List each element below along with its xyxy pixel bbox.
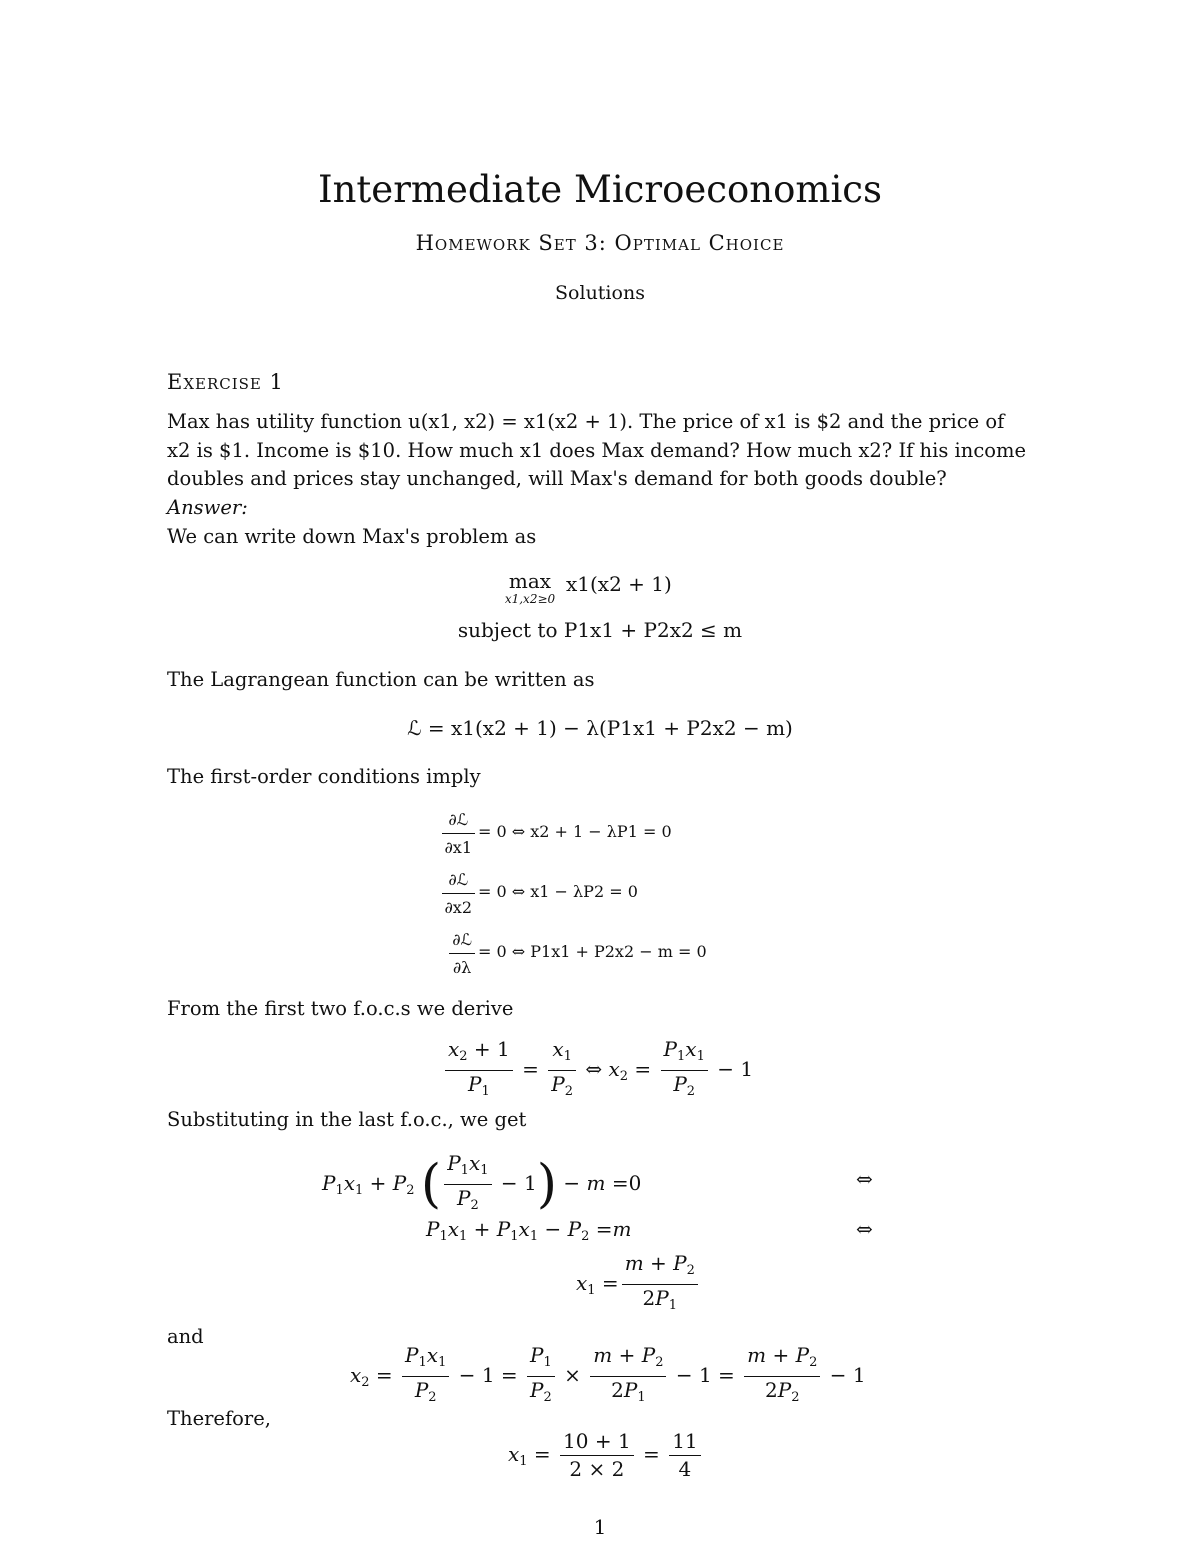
solutions-label: Solutions [555,282,645,304]
prompt-line-1: Max has utility function u(x1, x2) = x1(x2 + 1). The price of x1 is $2 and the price of [167,410,1005,433]
therefore-label: Therefore, [167,1407,271,1430]
foc-fraction: ∂ℒ ∂x2 [442,866,475,921]
foc-row [0,926,1200,986]
prompt-line-3: doubles and prices stay unchanged, will Max's demand for both goods double? [167,467,947,490]
iff-symbol: ⇔ [856,1217,873,1241]
derived-relation: $\frac{x_2 + 1}{P_1}$ = $\frac{x_1}{P_2}$ ⇔ $x_2$ = $\frac{P_1x_1}{P_2}$ − 1 [442,1036,753,1105]
substitution-line-3: $x_1$ = $\frac{m + P_2}{2P_1}$ [576,1250,701,1319]
foc-row [0,806,1200,866]
prompt-line-2: x2 is $1. Income is $10. How much x1 does Max demand? How much x2? If his income [167,438,1027,462]
answer-label: Answer: [167,496,248,519]
substitution-line-1: $P_1x_1 + P_2$ ( $\frac{P_1x_1}{P_2}$ − 1) − m =0 [322,1151,642,1215]
substitute-intro: Substituting in the last f.o.c., we get [167,1108,527,1131]
iff-symbol: ⇔ [856,1167,873,1191]
problem-intro: We can write down Max's problem as [167,525,537,548]
foc-rhs: = 0 ⇔ P1x1 + P2x2 − m = 0 [478,942,707,961]
foc-rhs: = 0 ⇔ x1 − λP2 = 0 [478,882,638,901]
substitution-line-2: $P_1x_1 + P_1x_1 - P_2 =m$ [426,1217,632,1244]
page-subtitle: Homework Set 3: Optimal Choice [415,231,785,255]
exercise-prompt [167,408,1037,494]
objective-function: x1(x2 + 1) [566,572,672,596]
foc-intro: The first-order conditions imply [167,765,481,788]
budget-constraint: subject to P1x1 + P2x2 ≤ m [457,618,743,642]
derive-intro: From the first two f.o.c.s we derive [167,997,514,1020]
page-number: 1 [593,1515,607,1539]
x1-numeric: $x_1$ = $\frac{10 + 1}{2 \times 2}$ = $\frac{11}{4}$ [508,1428,704,1483]
foc-fraction: ∂ℒ ∂λ [449,926,475,981]
foc-rhs: = 0 ⇔ x2 + 1 − λP1 = 0 [478,822,672,841]
lagrangean-equation: ℒ = x1(x2 + 1) − λ(P1x1 + P2x2 − m) [407,716,793,740]
page-title: Intermediate Microeconomics [317,168,882,211]
foc-fraction: ∂ℒ ∂x1 [442,806,475,861]
foc-row [0,866,1200,926]
lagrange-intro: The Lagrangean function can be written as [167,668,595,691]
and-label: and [167,1325,204,1348]
max-operator: max x1,x2≥0 [504,569,556,606]
x2-solution: $x_2$ = $\frac{P_1x_1}{P_2}$ − 1 = $\frac{P_1}{P_2}$ × $\frac{m + P_2}{2P_1}$ − 1 = $\frac{m + P_2}{2P_2}$ − 1 [350,1343,866,1405]
exercise-heading: Exercise 1 [167,370,284,394]
